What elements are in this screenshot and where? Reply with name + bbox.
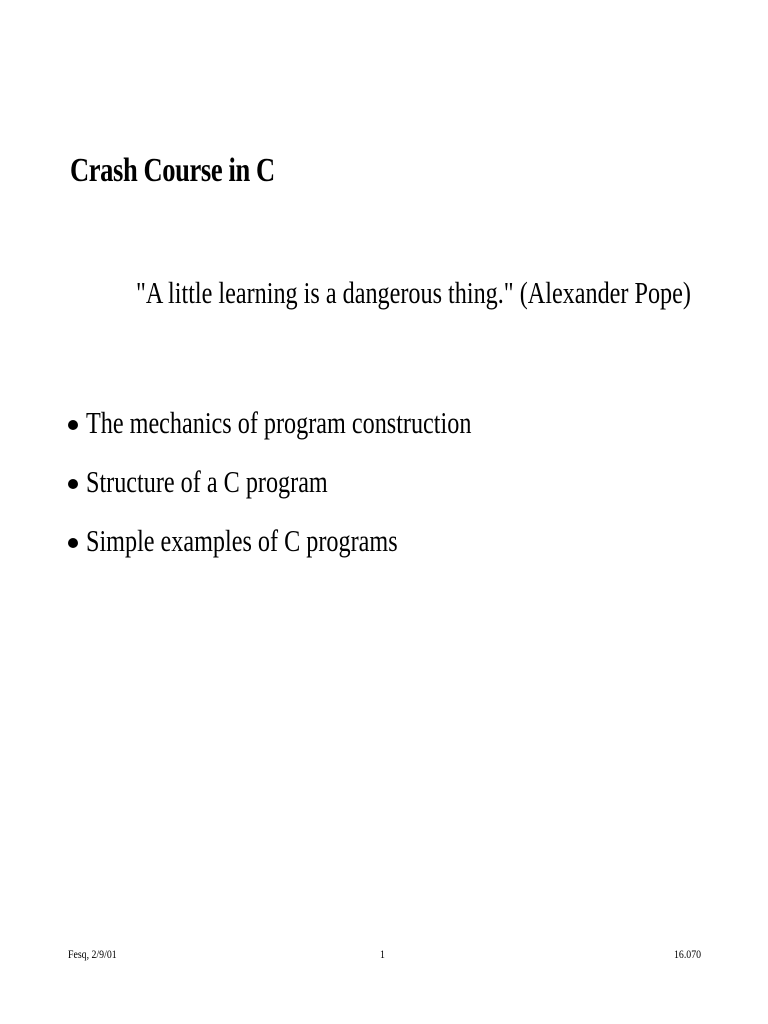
footer-course-number: 16.070 [674,947,702,961]
footer-page-number: 1 [380,947,385,961]
bullet-icon [68,420,78,430]
epigraph-quote: "A little learning is a dangerous thing." (Alexander Pope) [136,275,691,310]
bullet-list [68,394,580,571]
list-item [68,394,580,453]
bullet-text: The mechanics of program construction [86,405,472,441]
footer-author-date: Fesq, 2/9/01 [68,947,117,961]
bullet-text: Structure of a C program [86,464,328,500]
slide-title: Crash Course in C [70,152,275,189]
bullet-icon [68,479,78,489]
bullet-text: Simple examples of C programs [86,523,398,559]
list-item [68,453,580,512]
list-item [68,512,580,571]
bullet-icon [68,538,78,548]
